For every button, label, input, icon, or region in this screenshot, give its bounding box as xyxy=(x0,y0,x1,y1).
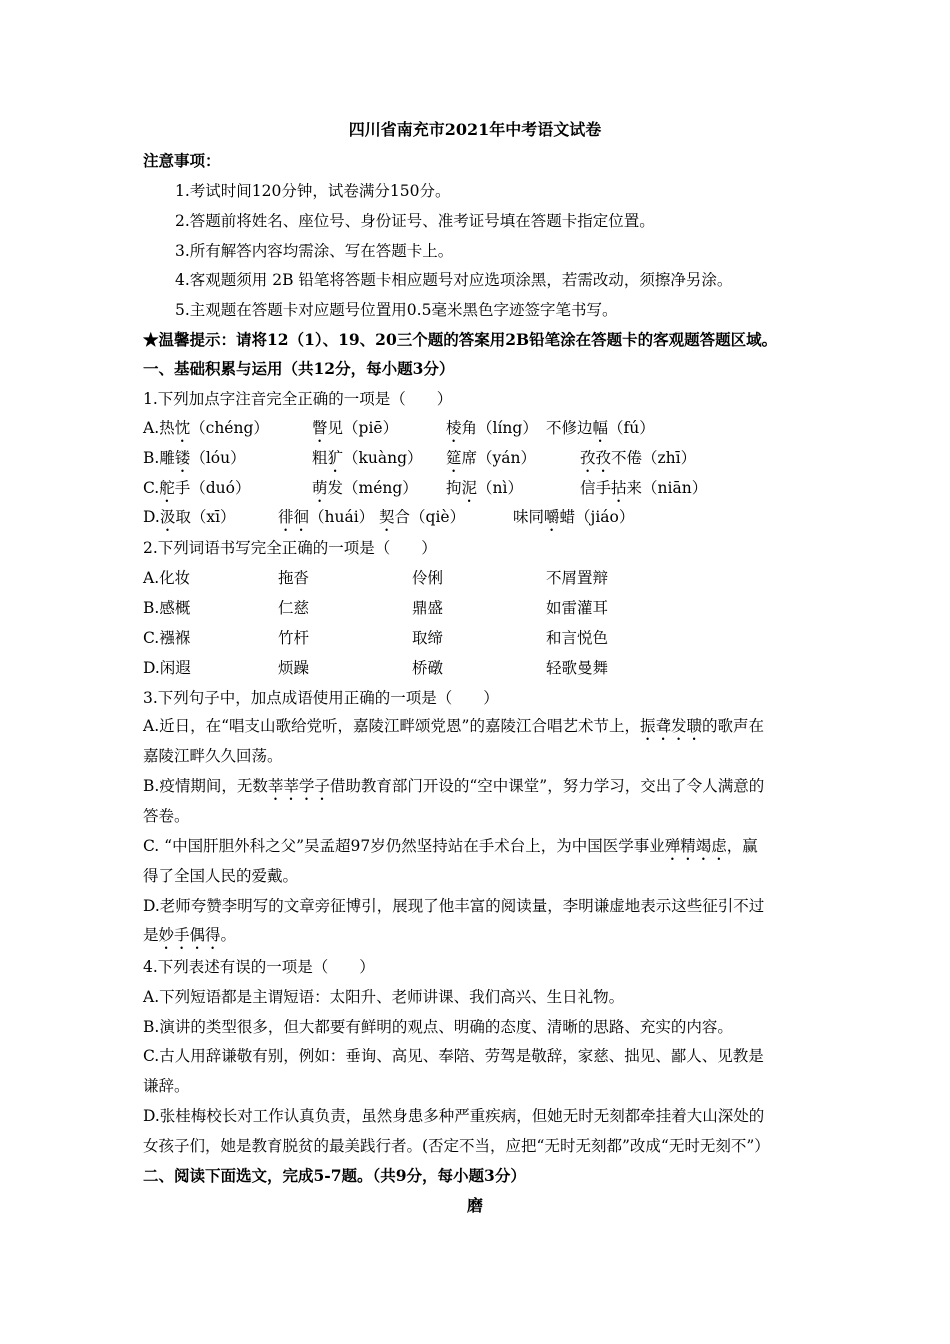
option-text: C. “中国肝胆外科之父”吴孟超97岁仍然坚持站在手术台上，为中国医学事业 xyxy=(143,837,665,855)
passage-title: 磨 xyxy=(466,1196,483,1215)
dotted-char: 犷 xyxy=(327,449,344,467)
dotted-char: 泥 xyxy=(461,479,478,497)
option-text: 角（líng） xyxy=(461,419,538,437)
word-cell: 如雷灌耳 xyxy=(546,599,609,617)
option-text: 粗 xyxy=(312,449,328,467)
notice-item: 1.考试时间120分钟，试卷满分150分。 xyxy=(175,182,451,200)
dotted-idiom: 莘莘学子 xyxy=(267,777,330,795)
option-text: 不倦（zhī） xyxy=(611,449,697,467)
option-text: 。 xyxy=(220,926,237,944)
dotted-idiom: 振聋发聩 xyxy=(639,717,702,735)
warm-tip: ★温馨提示：请将12（1）、19、20三个题的答案用2B铅笔涂在答题卡的客观题答题区域。 xyxy=(143,330,778,349)
page-title: 四川省南充市2021年中考语文试卷 xyxy=(348,120,602,139)
option-text: ，赢 xyxy=(726,837,758,855)
word-cell: D.闲遐 xyxy=(143,659,191,677)
dotted-idiom: 殚精竭虑 xyxy=(664,837,727,855)
option-text: （huái） xyxy=(309,508,375,526)
q3-option-b xyxy=(143,776,764,804)
q3-option-c xyxy=(143,836,758,864)
dotted-char: 嚼 xyxy=(544,508,560,526)
option-text: 不修边 xyxy=(546,419,593,437)
q4-option-a: A.下列短语都是主谓短语：太阳升、老师讲课、我们高兴、生日礼物。 xyxy=(143,988,625,1006)
dotted-char: 舵 xyxy=(159,479,175,497)
word-cell: B.感概 xyxy=(143,599,191,617)
option-text: 席（yán） xyxy=(461,449,536,467)
dotted-char: 幅 xyxy=(592,419,609,437)
section2-heading: 二、阅读下面选文，完成5-7题。（共9分，每小题3分） xyxy=(143,1166,526,1185)
dotted-char: 棱 xyxy=(446,419,462,437)
option-text: （kuàng） xyxy=(343,449,423,467)
q3-option-d-cont xyxy=(143,925,236,953)
option-text: （chéng） xyxy=(190,419,269,437)
word-cell: A.化妆 xyxy=(143,569,191,587)
option-text: B.雕 xyxy=(143,449,175,467)
option-text: 合（qiè） xyxy=(394,508,466,526)
option-text: 见（piē） xyxy=(327,419,399,437)
word-cell: 仁慈 xyxy=(278,599,310,617)
option-text: 发（méng） xyxy=(327,479,418,497)
dotted-char: 忱 xyxy=(174,419,191,437)
dotted-char: 孜孜 xyxy=(580,449,612,467)
option-text: 手（duó） xyxy=(174,479,251,497)
word-cell: 轻歌曼舞 xyxy=(546,659,609,677)
q4-option-d: D.张桂梅校长对工作认真负责，虽然身患多种严重疾病，但她无时无刻都牵挂着大山深处的 xyxy=(143,1107,765,1125)
word-cell: 和言悦色 xyxy=(546,629,609,647)
q4-option-c: C.古人用辞谦敬有别，例如：垂询、高见、奉陪、劳驾是敬辞，家慈、拙见、鄙人、见教是 xyxy=(143,1047,764,1065)
option-text: 取（xī） xyxy=(175,508,236,526)
notice-item: 5.主观题在答题卡对应题号位置用0.5毫米黑色字迹签字笔书写。 xyxy=(175,301,618,319)
q2-stem: 2.下列词语书写完全正确的一项是（ ） xyxy=(143,539,437,557)
option-text: 的歌声在 xyxy=(702,717,765,735)
q4-option-d-cont: 女孩子们，她是教育脱贫的最美践行者。(否定不当，应把“无时无刻都”改成“无时无刻不”） xyxy=(143,1137,770,1155)
dotted-char: 瞥 xyxy=(312,419,328,437)
notice-heading: 注意事项： xyxy=(143,151,221,170)
option-text: （nì） xyxy=(477,479,523,497)
option-text: 信手 xyxy=(580,479,612,497)
dotted-char: 镂 xyxy=(174,449,191,467)
q3-option-b-cont: 答卷。 xyxy=(143,807,190,825)
dotted-char: 契 xyxy=(379,508,395,526)
q4-stem: 4.下列表述有误的一项是（ ） xyxy=(143,958,375,976)
notice-item: 3.所有解答内容均需涂、写在答题卡上。 xyxy=(175,242,454,260)
q3-stem: 3.下列句子中，加点成语使用正确的一项是（ ） xyxy=(143,689,499,707)
option-text: C. xyxy=(143,479,160,497)
option-text: 是 xyxy=(143,926,159,944)
q1-stem: 1.下列加点字注音完全正确的一项是（ ） xyxy=(143,390,453,408)
dotted-char: 汲 xyxy=(159,508,176,526)
word-cell: C.襁褓 xyxy=(143,629,191,647)
option-text: D. xyxy=(143,508,160,526)
word-cell: 拖沓 xyxy=(278,569,310,587)
word-cell: 取缔 xyxy=(412,629,444,647)
option-text: 拘 xyxy=(446,479,462,497)
q4-option-b: B.演讲的类型很多，但大都要有鲜明的观点、明确的态度、清晰的思路、充实的内容。 xyxy=(143,1018,733,1036)
dotted-char: 筵 xyxy=(446,449,462,467)
notice-item: 2.答题前将姓名、座位号、身份证号、准考证号填在答题卡指定位置。 xyxy=(175,212,655,230)
option-text: 借助教育部门开设的“空中课堂”，努力学习，交出了令人满意的 xyxy=(329,777,765,795)
dotted-char: 徘徊 xyxy=(278,508,310,526)
notice-item: 4.客观题须用 2B 铅笔将答题卡相应题号对应选项涂黑，若需改动，须擦净另涂。 xyxy=(175,271,733,289)
q3-option-d: D.老师夸赞李明写的文章旁征博引，展现了他丰富的阅读量，李明谦虚地表示这些征引不过 xyxy=(143,897,765,915)
option-text: A.近日，在“唱支山歌给党听，嘉陵江畔颂党恩”的嘉陵江合唱艺术节上， xyxy=(143,717,640,735)
option-text: B.疫情期间，无数 xyxy=(143,777,268,795)
word-cell: 鼎盛 xyxy=(412,599,444,617)
q3-option-a-cont: 嘉陵江畔久久回荡。 xyxy=(143,747,283,765)
word-cell: 桥礅 xyxy=(412,659,444,677)
q4-option-c-cont: 谦辞。 xyxy=(143,1077,190,1095)
word-cell: 伶俐 xyxy=(412,569,444,587)
section1-heading: 一、基础积累与运用（共12分，每小题3分） xyxy=(143,359,455,378)
dotted-char: 拈 xyxy=(611,479,627,497)
word-cell: 不屑置辩 xyxy=(546,569,609,587)
word-cell: 竹杆 xyxy=(278,629,310,647)
dotted-char: 萌 xyxy=(312,479,328,497)
option-text: 蜡（jiáo） xyxy=(559,508,635,526)
dotted-idiom: 妙手偶得 xyxy=(158,926,221,944)
option-text: （fú） xyxy=(608,419,655,437)
option-text: 来（niān） xyxy=(626,479,708,497)
word-cell: 烦躁 xyxy=(278,659,310,677)
option-text: 味同 xyxy=(513,508,545,526)
option-text: （lóu） xyxy=(190,449,246,467)
q3-option-c-cont: 得了全国人民的爱戴。 xyxy=(143,867,299,885)
q3-option-a xyxy=(143,716,764,744)
option-text: A.热 xyxy=(143,419,175,437)
